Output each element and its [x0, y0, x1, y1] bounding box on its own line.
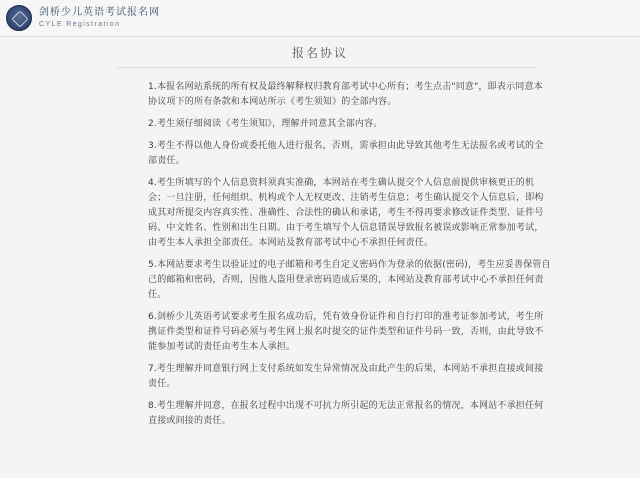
agreement-clause-4: 4.考生所填写的个人信息资料须真实准确，本网站在考生确认提交个人信息前提供审核更正的机会；一旦注册，任何组织、机构或个人无权更改、注销考生信息；考生确认提交个人信息后，即构成其对所提交内容真实性、准确性、合法性的确认和承诺，考生不得再要求修改证件类型、证件号码、中文姓名、性别和出生日期。由于考生填写个人信息错误导致报名被误或影响正常参加考试，由考生本人承担全部责任。本网站及教育部考试中心不承担任何责任。 — [148, 178, 544, 248]
agreement-content — [148, 80, 552, 436]
header-divider — [0, 36, 640, 37]
site-logo-icon[interactable] — [6, 5, 32, 31]
agreement-clause-1: 1.本报名网站系统的所有权及最终解释权归教育部考试中心所有；考生点击"同意"，即表示同意本协议项下的所有条款和本网站所示《考生须知》的全部内容。 — [148, 82, 543, 107]
agreement-clause-7: 7.考生理解并同意银行网上支付系统如发生异常情况及由此产生的后果，本网站不承担直接或间接责任。 — [148, 364, 544, 389]
page-title: 报名协议 — [291, 46, 348, 60]
agreement-clause-6: 6.剑桥少儿英语考试要求考生报名成功后，凭有效身份证件和自行打印的准考证参加考试，考生所携证件类型和证件号码必须与考生网上报名时提交的证件类型和证件号码一致，否则，由此导致不能参加考试的责任由考生本人承担。 — [148, 312, 544, 352]
agreement-clause-2: 2.考生须仔细阅读《考生须知》，理解并同意其全部内容。 — [148, 119, 383, 129]
title-divider — [116, 67, 536, 68]
brand-name-en: CYLE Registration — [39, 20, 121, 28]
agreement-clause-8: 8.考生理解并同意，在报名过程中出现不可抗力所引起的无法正常报名的情况，本网站不承担任何直接或间接的责任。 — [148, 401, 544, 426]
agreement-clause-3: 3.考生不得以他人身份或委托他人进行报名，否则，需承担由此导致其他考生无法报名或考试的全部责任。 — [148, 141, 544, 166]
site-header — [0, 0, 640, 36]
brand[interactable] — [39, 8, 160, 28]
agreement-clause-5: 5.本网站要求考生以验证过的电子邮箱和考生自定义密码作为登录的依据(密码)，考生应妥善保管自己的邮箱和密码，否则，因他人盗用登录密码造成后果的，本网站及教育部考试中心不承担任何责任。 — [148, 260, 551, 300]
brand-name-cn: 剑桥少儿英语考试报名网 — [39, 7, 160, 19]
